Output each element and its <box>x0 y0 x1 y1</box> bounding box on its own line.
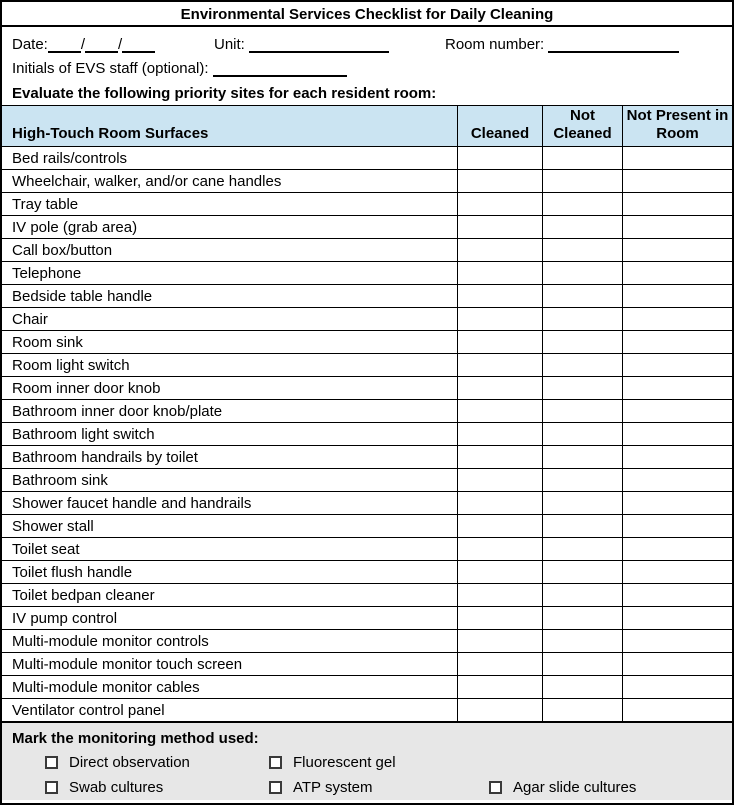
cleaned-check-cell[interactable] <box>458 354 543 376</box>
date-month-blank[interactable] <box>48 38 81 53</box>
not-present-check-cell[interactable] <box>623 331 732 353</box>
cleaned-check-cell[interactable] <box>458 515 543 537</box>
date-label: Date: <box>12 36 48 53</box>
surface-label: Wheelchair, walker, and/or cane handles <box>2 170 458 192</box>
not-present-check-cell[interactable] <box>623 285 732 307</box>
not-cleaned-check-cell[interactable] <box>543 676 623 698</box>
cleaned-check-cell[interactable] <box>458 216 543 238</box>
monitoring-heading: Mark the monitoring method used: <box>12 730 259 747</box>
surface-label: Telephone <box>2 262 458 284</box>
not-present-check-cell[interactable] <box>623 676 732 698</box>
date-day-blank[interactable] <box>85 38 118 53</box>
not-present-check-cell[interactable] <box>623 377 732 399</box>
table-header-row <box>2 106 732 147</box>
table-row <box>2 308 732 331</box>
unit-field-group <box>214 36 389 53</box>
unit-blank[interactable] <box>249 38 389 53</box>
info-section <box>2 27 732 105</box>
cleaned-check-cell[interactable] <box>458 262 543 284</box>
cleaned-check-cell[interactable] <box>458 469 543 491</box>
table-row <box>2 354 732 377</box>
date-separator: / <box>118 36 123 53</box>
instruction-text: Evaluate the following priority sites for each resident room: <box>12 85 437 102</box>
not-present-check-cell[interactable] <box>623 262 732 284</box>
table-row <box>2 561 732 584</box>
not-present-check-cell[interactable] <box>623 216 732 238</box>
table-row <box>2 377 732 400</box>
unit-label: Unit: <box>214 36 245 53</box>
cleaned-check-cell[interactable] <box>458 377 543 399</box>
header-cleaned: Cleaned <box>458 106 543 146</box>
surface-label: Room inner door knob <box>2 377 458 399</box>
monitoring-option <box>45 750 269 775</box>
table-row <box>2 699 732 722</box>
date-unit-room-line <box>2 27 732 57</box>
not-present-check-cell[interactable] <box>623 699 732 721</box>
checkbox-icon[interactable] <box>269 781 282 794</box>
not-present-check-cell[interactable] <box>623 423 732 445</box>
room-number-blank[interactable] <box>548 38 679 53</box>
not-cleaned-check-cell[interactable] <box>543 469 623 491</box>
checkbox-icon[interactable] <box>45 781 58 794</box>
room-number-field-group <box>445 36 679 53</box>
not-cleaned-check-cell[interactable] <box>543 423 623 445</box>
not-cleaned-check-cell[interactable] <box>543 607 623 629</box>
cleaned-check-cell[interactable] <box>458 308 543 330</box>
monitoring-options <box>2 750 732 800</box>
surface-label: Bathroom inner door knob/plate <box>2 400 458 422</box>
not-cleaned-check-cell[interactable] <box>543 377 623 399</box>
not-present-check-cell[interactable] <box>623 653 732 675</box>
not-present-check-cell[interactable] <box>623 193 732 215</box>
document-title: Environmental Services Checklist for Daily Cleaning <box>2 2 732 27</box>
table-row <box>2 285 732 308</box>
table-row <box>2 147 732 170</box>
initials-line <box>2 57 732 83</box>
not-present-check-cell[interactable] <box>623 147 732 169</box>
not-cleaned-check-cell[interactable] <box>543 653 623 675</box>
cleaned-check-cell[interactable] <box>458 538 543 560</box>
checkbox-icon[interactable] <box>45 756 58 769</box>
surface-label: Shower faucet handle and handrails <box>2 492 458 514</box>
surface-label: Multi-module monitor touch screen <box>2 653 458 675</box>
surface-label: IV pump control <box>2 607 458 629</box>
header-not-cleaned: Not Cleaned <box>543 106 623 146</box>
option-label: Swab cultures <box>69 779 164 796</box>
not-present-check-cell[interactable] <box>623 607 732 629</box>
cleaned-check-cell[interactable] <box>458 446 543 468</box>
not-present-check-cell[interactable] <box>623 170 732 192</box>
surface-label: Bathroom light switch <box>2 423 458 445</box>
checkbox-icon[interactable] <box>269 756 282 769</box>
not-cleaned-check-cell[interactable] <box>543 699 623 721</box>
table-row <box>2 262 732 285</box>
cleaned-check-cell[interactable] <box>458 170 543 192</box>
surface-label: Shower stall <box>2 515 458 537</box>
cleaned-check-cell[interactable] <box>458 630 543 652</box>
header-surfaces: High-Touch Room Surfaces <box>2 106 458 146</box>
surface-label: Tray table <box>2 193 458 215</box>
table-row <box>2 676 732 699</box>
option-label: Direct observation <box>69 754 190 771</box>
table-row <box>2 331 732 354</box>
surface-label: Ventilator control panel <box>2 699 458 721</box>
not-cleaned-check-cell[interactable] <box>543 308 623 330</box>
monitoring-option <box>489 775 732 800</box>
surface-label: Multi-module monitor cables <box>2 676 458 698</box>
not-present-check-cell[interactable] <box>623 354 732 376</box>
cleaned-check-cell[interactable] <box>458 285 543 307</box>
table-row <box>2 446 732 469</box>
checkbox-icon[interactable] <box>489 781 502 794</box>
option-label: Fluorescent gel <box>293 754 396 771</box>
header-not-present: Not Present in Room <box>626 107 729 142</box>
high-touch-surfaces-table <box>2 105 732 722</box>
surface-label: Room light switch <box>2 354 458 376</box>
not-present-check-cell[interactable] <box>623 400 732 422</box>
table-row <box>2 630 732 653</box>
surface-label: Toilet seat <box>2 538 458 560</box>
surface-label: Toilet bedpan cleaner <box>2 584 458 606</box>
cleaned-check-cell[interactable] <box>458 239 543 261</box>
not-cleaned-check-cell[interactable] <box>543 515 623 537</box>
table-row <box>2 423 732 446</box>
cleaned-check-cell[interactable] <box>458 699 543 721</box>
not-present-check-cell[interactable] <box>623 584 732 606</box>
table-row <box>2 400 732 423</box>
surface-label: Chair <box>2 308 458 330</box>
not-cleaned-check-cell[interactable] <box>543 584 623 606</box>
cleaned-check-cell[interactable] <box>458 584 543 606</box>
surface-label: Room sink <box>2 331 458 353</box>
not-present-check-cell[interactable] <box>623 446 732 468</box>
not-cleaned-check-cell[interactable] <box>543 400 623 422</box>
not-cleaned-check-cell[interactable] <box>543 630 623 652</box>
cleaned-check-cell[interactable] <box>458 607 543 629</box>
not-cleaned-check-cell[interactable] <box>543 446 623 468</box>
table-row <box>2 492 732 515</box>
not-cleaned-check-cell[interactable] <box>543 262 623 284</box>
table-row <box>2 584 732 607</box>
not-cleaned-check-cell[interactable] <box>543 538 623 560</box>
initials-label: Initials of EVS staff (optional): <box>12 60 209 77</box>
cleaned-check-cell[interactable] <box>458 653 543 675</box>
date-separator: / <box>80 36 86 53</box>
cleaned-check-cell[interactable] <box>458 400 543 422</box>
option-label: Agar slide cultures <box>513 779 637 796</box>
surface-label: IV pole (grab area) <box>2 216 458 238</box>
date-field-group <box>12 36 155 53</box>
surface-label: Bedside table handle <box>2 285 458 307</box>
cleaned-check-cell[interactable] <box>458 331 543 353</box>
surface-label: Toilet flush handle <box>2 561 458 583</box>
table-row <box>2 216 732 239</box>
surface-label: Call box/button <box>2 239 458 261</box>
cleaned-check-cell[interactable] <box>458 147 543 169</box>
table-row <box>2 170 732 193</box>
cleaned-check-cell[interactable] <box>458 423 543 445</box>
not-present-check-cell[interactable] <box>623 239 732 261</box>
not-cleaned-check-cell[interactable] <box>543 170 623 192</box>
monitoring-option <box>269 750 489 775</box>
not-present-check-cell[interactable] <box>623 308 732 330</box>
not-cleaned-check-cell[interactable] <box>543 285 623 307</box>
room-number-label: Room number: <box>445 36 545 53</box>
not-present-check-cell[interactable] <box>623 538 732 560</box>
not-cleaned-check-cell[interactable] <box>543 193 623 215</box>
not-present-check-cell[interactable] <box>623 469 732 491</box>
table-row <box>2 653 732 676</box>
not-cleaned-check-cell[interactable] <box>543 354 623 376</box>
table-row <box>2 538 732 561</box>
monitoring-option <box>45 775 269 800</box>
table-row <box>2 515 732 538</box>
not-present-check-cell[interactable] <box>623 561 732 583</box>
initials-blank[interactable] <box>213 62 347 77</box>
not-present-check-cell[interactable] <box>623 630 732 652</box>
cleaned-check-cell[interactable] <box>458 676 543 698</box>
not-cleaned-check-cell[interactable] <box>543 239 623 261</box>
cleaned-check-cell[interactable] <box>458 561 543 583</box>
not-cleaned-check-cell[interactable] <box>543 492 623 514</box>
not-present-check-cell[interactable] <box>623 515 732 537</box>
option-label: ATP system <box>293 779 373 796</box>
table-row <box>2 239 732 262</box>
surface-label: Multi-module monitor controls <box>2 630 458 652</box>
not-cleaned-check-cell[interactable] <box>543 147 623 169</box>
not-cleaned-check-cell[interactable] <box>543 216 623 238</box>
surface-label: Bed rails/controls <box>2 147 458 169</box>
not-present-check-cell[interactable] <box>623 492 732 514</box>
table-row <box>2 607 732 630</box>
monitoring-option <box>269 775 489 800</box>
cleaned-check-cell[interactable] <box>458 492 543 514</box>
table-row <box>2 193 732 216</box>
cleaned-check-cell[interactable] <box>458 193 543 215</box>
surface-label: Bathroom sink <box>2 469 458 491</box>
date-year-blank[interactable] <box>122 38 155 53</box>
surface-label: Bathroom handrails by toilet <box>2 446 458 468</box>
monitoring-method-section <box>2 722 732 800</box>
table-row <box>2 469 732 492</box>
table-body <box>2 147 732 722</box>
not-cleaned-check-cell[interactable] <box>543 331 623 353</box>
not-cleaned-check-cell[interactable] <box>543 561 623 583</box>
